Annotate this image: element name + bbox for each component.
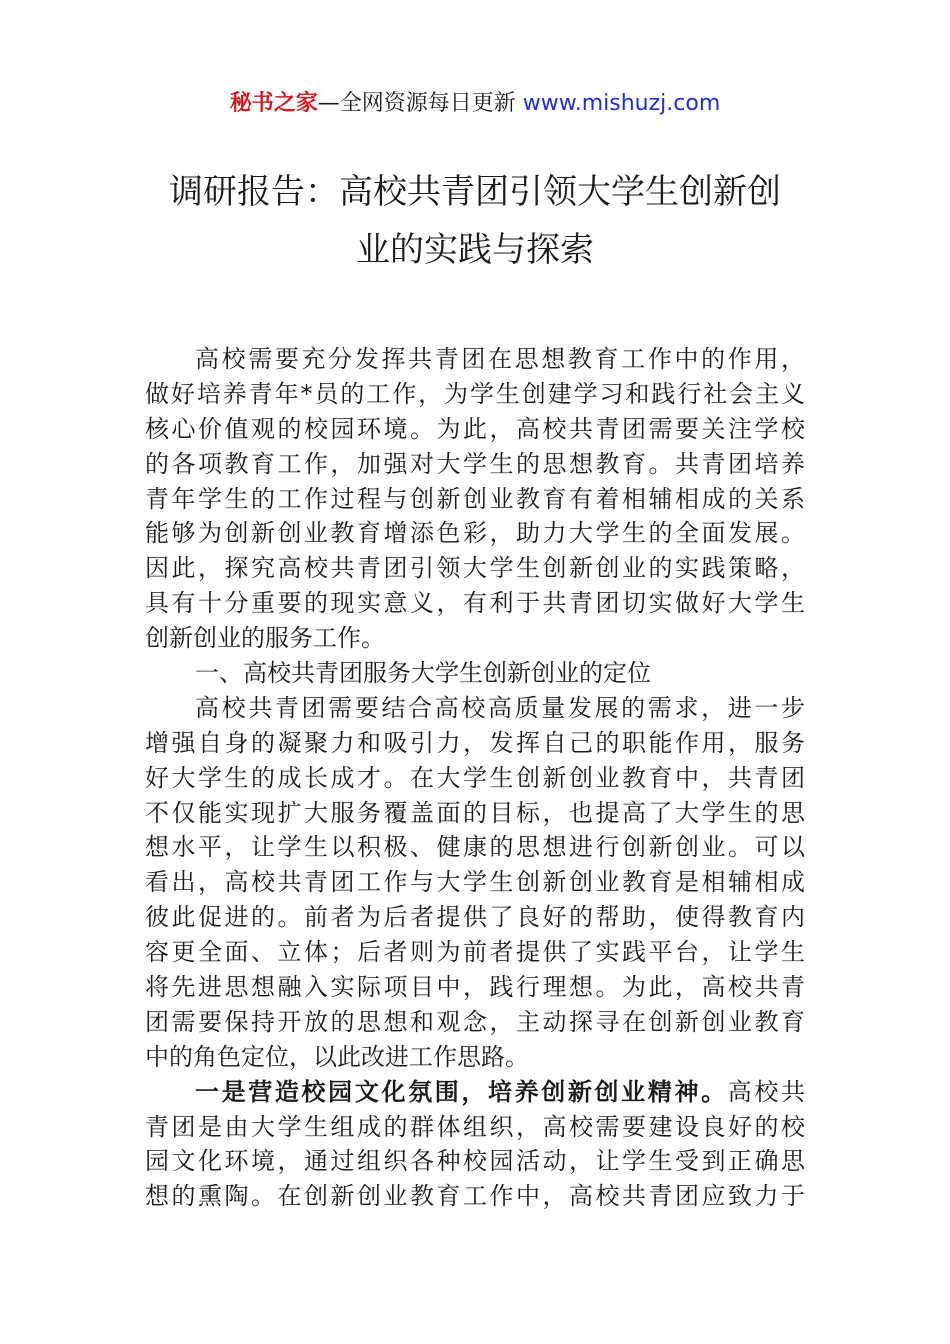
- site-url-link[interactable]: www.mishuzj.com: [522, 91, 721, 116]
- paragraph-line: 青团是由大学生组成的群体组织，高校需要建设良好的校: [145, 1112, 805, 1141]
- paragraph-line: 的各项教育工作，加强对大学生的思想教育。共青团培养: [145, 449, 805, 478]
- paragraph-line: 看出，高校共青团工作与大学生创新创业教育是相辅相成: [145, 868, 805, 897]
- paragraph-line: 高校共青团需要结合高校高质量发展的需求，进一步: [195, 693, 805, 722]
- paragraph-line: 好大学生的成长成才。在大学生创新创业教育中，共青团: [145, 763, 805, 792]
- paragraph-line: 容更全面、立体；后者则为前者提供了实践平台，让学生: [145, 938, 805, 967]
- paragraph-line: 增强自身的凝聚力和吸引力，发挥自己的职能作用，服务: [145, 728, 805, 757]
- paragraph-line: [145, 1075, 805, 1110]
- paragraph-line: 因此，探究高校共青团引领大学生创新创业的实践策略，: [145, 554, 805, 583]
- paragraph-line: 核心价值观的校园环境。为此，高校共青团需要关注学校: [145, 414, 805, 443]
- bold-lead-sentence: 一是营造校园文化氛围，培养创新创业精神。: [195, 1077, 728, 1106]
- paragraph-line: 彼此促进的。前者为后者提供了良好的帮助，使得教育内: [145, 903, 805, 932]
- site-header: [0, 88, 950, 120]
- paragraph-line: 中的角色定位，以此改进工作思路。: [145, 1042, 529, 1071]
- site-brand[interactable]: 秘书之家: [229, 91, 318, 116]
- paragraph-line: 高校需要充分发挥共青团在思想教育工作中的作用，: [195, 345, 805, 373]
- title-line-2: 业的实践与探索: [356, 230, 594, 270]
- paragraph-line: 创新创业的服务工作。: [145, 624, 385, 653]
- paragraph-line: 青年学生的工作过程与创新创业教育有着相辅相成的关系: [145, 484, 805, 513]
- paragraph-line: 具有十分重要的现实意义，有利于共青团切实做好大学生: [145, 589, 805, 618]
- paragraph-line: 团需要保持开放的思想和观念，主动探寻在创新创业教育: [145, 1007, 805, 1036]
- site-tagline: —全网资源每日更新: [317, 91, 523, 116]
- section-heading: 一、高校共青团服务大学生创新创业的定位: [195, 659, 651, 688]
- paragraph-line: 将先进思想融入实际项目中，践行理想。为此，高校共青: [145, 973, 805, 1002]
- title-line-1: 调研报告：高校共青团引领大学生创新创: [169, 172, 781, 212]
- paragraph-line: 能够为创新创业教育增添色彩，助力大学生的全面发展。: [145, 519, 805, 548]
- paragraph-line: 不仅能实现扩大服务覆盖面的目标，也提高了大学生的思: [145, 798, 805, 827]
- paragraph-line: 想水平，让学生以积极、健康的思想进行创新创业。可以: [145, 833, 805, 862]
- paragraph-text: 高校共: [727, 1077, 806, 1106]
- paragraph-line: 做好培养青年*员的工作，为学生创建学习和践行社会主义: [145, 379, 805, 408]
- document-title: [145, 163, 805, 279]
- document-body: [145, 342, 805, 1214]
- paragraph-line: 园文化环境，通过组织各种校园活动，让学生受到正确思: [145, 1147, 805, 1176]
- paragraph-line: 想的熏陶。在创新创业教育工作中，高校共青团应致力于: [145, 1182, 805, 1211]
